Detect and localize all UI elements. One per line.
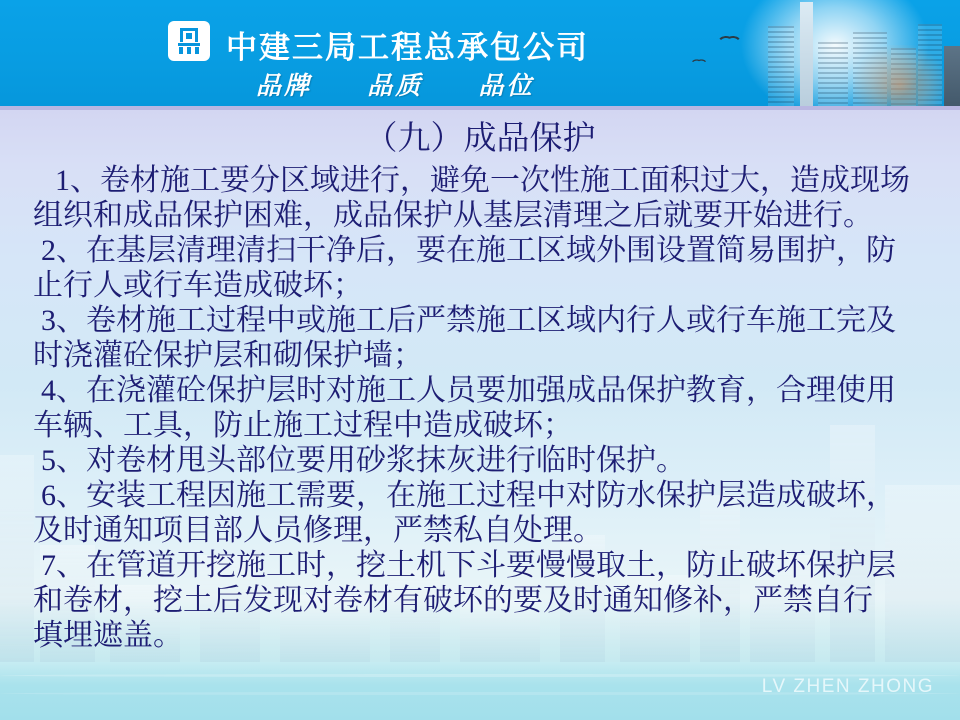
header-band: [0, 0, 960, 110]
content-line: 止行人或行车造成破坏；: [33, 269, 363, 302]
content-line: 7、在管道开挖施工时，挖土机下斗要慢慢取土，防止破坏保护层: [41, 549, 896, 582]
lens-flare: [855, 45, 945, 110]
content-line: 组织和成品保护困难，成品保护从基层清理之后就要开始进行。: [33, 199, 873, 232]
building: [944, 46, 960, 106]
slide-body: [0, 110, 960, 720]
building: [768, 26, 794, 106]
slide-title: （九）成品保护: [364, 121, 596, 157]
content-line: 3、卷材施工过程中或施工后严禁施工区域内行人或行车施工完及: [41, 304, 896, 337]
company-slogan: [256, 66, 581, 102]
bird-icon: [691, 57, 705, 64]
content-line: 及时通知项目部人员修理，严禁私自处理。: [33, 514, 603, 547]
company-name: 中建三局工程总承包公司: [226, 30, 589, 65]
content-line: 4、在浇灌砼保护层时对施工人员要加强成品保护教育，合理使用: [41, 374, 896, 407]
cscec-logo-glyph: [174, 27, 204, 55]
bird-icon: [718, 32, 738, 42]
content-line: 2、在基层清理清扫干净后，要在施工区域外围设置简易围护，防: [41, 234, 896, 267]
content-line: 1、卷材施工要分区域进行，避免一次性施工面积过大，造成现场: [55, 164, 910, 197]
content-line: 时浇灌砼保护层和砌保护墙；: [33, 339, 423, 372]
header-skyline-image: [650, 0, 960, 106]
building: [800, 2, 813, 106]
content-line: 5、对卷材甩头部位要用砂浆抹灰进行临时保护。: [41, 444, 686, 477]
building: [818, 42, 848, 106]
slogan-quality: 品质: [367, 73, 424, 100]
author-watermark: LV ZHEN ZHONG: [761, 676, 934, 697]
slogan-taste: 品位: [478, 73, 535, 100]
content-line: 和卷材，挖土后发现对卷材有破坏的要及时通知修补，严禁自行: [33, 584, 873, 617]
cscec-logo-icon: [168, 21, 210, 61]
content-line: 车辆、工具，防止施工过程中造成破坏；: [33, 409, 573, 442]
content-line: 6、安装工程因施工需要，在施工过程中对防水保护层造成破坏，: [41, 479, 896, 512]
content-line: 填埋遮盖。: [33, 619, 183, 652]
slogan-brand: 品牌: [256, 73, 313, 100]
